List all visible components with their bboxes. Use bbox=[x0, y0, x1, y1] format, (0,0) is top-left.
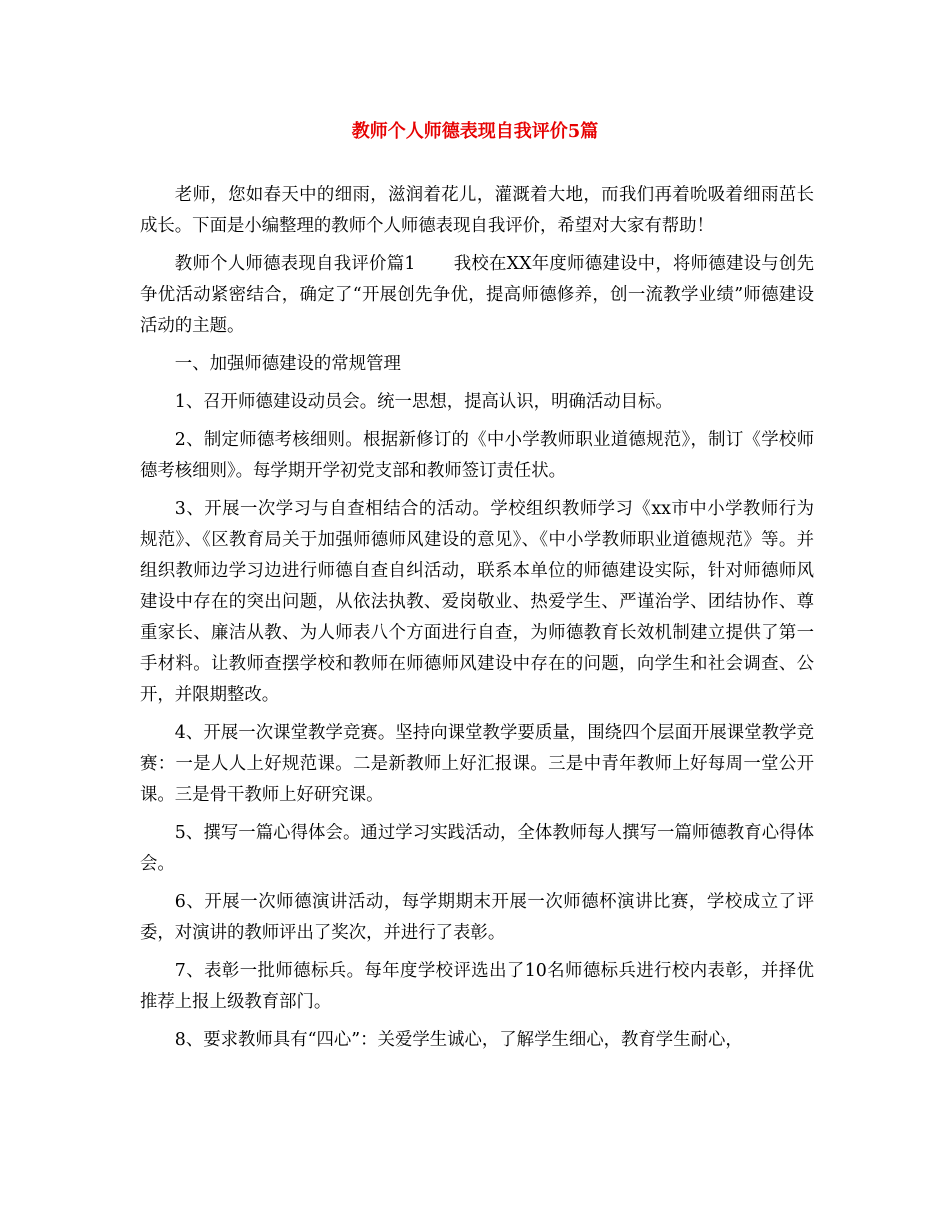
item-2: 2、制定师德考核细则。根据新修订的《中小学教师职业道德规范》，制订《学校师德考核细则》。每学期开学初党支部和教师签订责任状。 bbox=[140, 430, 814, 481]
item-1: 1、召开师德建设动员会。统一思想，提高认识，明确活动目标。 bbox=[174, 392, 673, 412]
section-1-paragraph bbox=[140, 249, 814, 342]
section-1-text: 我校在XX年度师德建设中，将师德建设与创先争优活动紧密结合，确定了“开展创先争优，提高师德修养，创一流教学业绩”师德建设活动的主题。 bbox=[140, 254, 814, 336]
item-8: 8、要求教师具有“四心”：关爱学生诚心，了解学生细心，教育学生耐心， bbox=[174, 1030, 743, 1050]
intro-paragraph: 老师，您如春天中的细雨，滋润着花儿，灌溉着大地，而我们再着吮吸着细雨茁长成长。下面是小编整理的教师个人师德表现自我评价，希望对大家有帮助！ bbox=[140, 185, 814, 236]
subheading-1: 一、加强师德建设的常规管理 bbox=[174, 354, 401, 374]
document-title: 教师个人师德表现自我评价5篇 bbox=[351, 121, 599, 142]
item-3: 3、开展一次学习与自查相结合的活动。学校组织教师学习《xx市中小学教师行为规范》、《区教育局关于加强师德师风建设的意见》、《中小学教师职业道德规范》等。并组织教师边学习边进行师德自查自纠活动，联系本单位的师德建设实际，针对师德师风建设中存在的突出问题，从依法执教、爱岗敬业、热爱学生、严谨治学、团结协作、尊重家长、廉洁从教、为人师表八个方面进行自查，为师德教育长效机制建立提供了第一手材料。让教师查摆学校和教师在师德师风建设中存在的问题，向学生和社会调查、公开，并限期整改。 bbox=[140, 499, 814, 705]
item-6: 6、开展一次师德演讲活动，每学期期末开展一次师德杯演讲比赛，学校成立了评委，对演讲的教师评出了奖次，并进行了表彰。 bbox=[140, 892, 814, 943]
section-1-heading: 教师个人师德表现自我评价篇1 bbox=[174, 254, 416, 274]
item-7: 7、表彰一批师德标兵。每年度学校评选出了10名师德标兵进行校内表彰，并择优推荐上报上级教育部门。 bbox=[140, 961, 814, 1012]
item-5: 5、撰写一篇心得体会。通过学习实践活动，全体教师每人撰写一篇师德教育心得体会。 bbox=[140, 823, 814, 874]
document-body bbox=[140, 180, 814, 1063]
item-4: 4、开展一次课堂教学竞赛。坚持向课堂教学要质量，围绕四个层面开展课堂教学竞赛：一是人人上好规范课。二是新教师上好汇报课。三是中青年教师上好每周一堂公开课。三是骨干教师上好研究课。 bbox=[140, 723, 814, 805]
